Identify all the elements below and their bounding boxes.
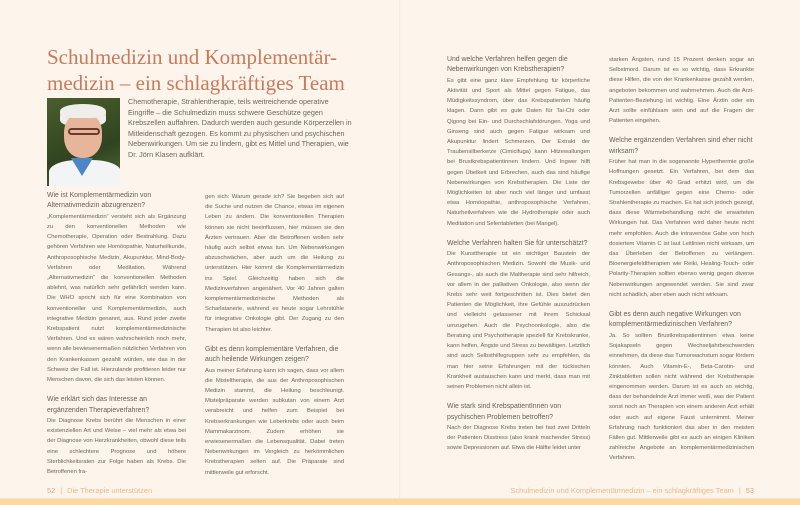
article-title: Schulmedizin und Komplementär-medizin – ein schlagkräftiges Team (47, 45, 345, 95)
answer-paragraph: Die Kunsttherapie ist ein wichtiger Baustein der Anthroposophischen Medizin. Sowohl die Musik- und Gesangs-, als auch die Maltherapie sind sehr hilfreich, vor allem in der palliativen Onkologie, also wenn der Krebs sehr weit fortgeschritten ist. Dies bietet den Patienten die Möglichkeit, ihre Gefühle auszudrücken und vielleicht gelassener mit ihrem Schicksal umzugehen. Auch die Psychoonkologie, also die Beratung und Psychotherapie speziell für Krebskranke, kann helfen, Ängste und Stress zu bewältigen. Letztlich sind auch Selbsthilfegruppen sehr zu empfehlen, da man hier seine Erfahrungen mit der tückischen Krankheit austauschen kann und merkt, dass man mit seinen Problemen nicht allein ist. (447, 251, 590, 390)
answer-paragraph: starken Ängsten, rund 15 Prozent denken sogar an Selbstmord. Darum ist es so wichtig, dass Erkrankte diese Hilfen, die von der Krankenkasse gezahlt werden, angeboten bekommen und wahrnehmen. Auch die Arzt-Patienten-Beziehung ist wichtig. Eine Ärztin oder ein Arzt sollte einfühlsam sein und auf die Fragen der Patienten eingehen. (609, 57, 754, 125)
footer-separator: | (60, 486, 63, 495)
question-heading: Welche ergänzenden Verfahren sind eher nicht wirksam? (609, 137, 753, 155)
question-heading: Welche Verfahren halten Sie für unterschätzt? (447, 239, 588, 247)
question-heading: Gibt es denn komplementäre Verfahren, die auch heilende Wirkungen zeigen? (205, 345, 339, 364)
answer-paragraph: Es gibt eine ganz klare Empfehlung für körperliche Aktivität und Sport als Mittel gegen Fatigue, das Müdigkeitssyndrom, über das Krebspatienten häufig klagen. Dann gibt es gute Daten für Tai-Chi oder Qigong bei Ein- und Durchschlafstörungen. Yoga und Ginseng sind auch gegen Fatigue wirksam und Akupunktur lindert Schmerzen. Der Extrakt der Traubensilberkerze (Cimicifuga) kann Hitzewallungen bei Brustkrebspatientinnen lindern. Und Ingwer hilft gegen Übelkeit und Erbrechen, auch das sind häufige Nebenwirkungen von Krebstherapien. Die Liste der Möglichkeiten ist aber noch viel länger und umfasst etwa Homöopathie, anthroposophische Verfahren, Naturheilverfahren wie die Hydrotherapie oder auch Meditation und Selentabletten (bei Mangel). (447, 77, 590, 227)
article-intro: Chemotherapie, Strahlentherapie, teils weitreichende operative Eingriffe – die Schulmedizin muss schwere Geschütze gegen Krebszellen auffahren. Dadurch werden auch gesunde Körperzellen in Mitleidenschaft gezogen. Es kommt zu physischen und psychischen Nebenwirkungen. Um sie zu lindern, gibt es Mittel und Therapien, wie Dr. Jörn Klasen aufklärt. (128, 97, 352, 159)
photo-face (64, 112, 102, 158)
question-heading: Wie stark sind KrebspatientInnen von psychischen Problemen betroffen? (447, 403, 562, 421)
page-number-right: 53 (745, 486, 754, 495)
footer-left (47, 486, 152, 495)
question-heading: Gibt es denn auch negative Wirkungen von komplementärmedizinischen Verfahren? (609, 311, 741, 329)
answer-paragraph: gen sich: Warum gerade ich? Sie begeben sich auf die Suche und nutzen die Chance, etwas im eigenen Leben zu ändern. Die konventionellen Therapien können sie nicht beeinflussen, hier müssen sie den Ärzten vertrauen. Aber die Betroffenen wollen sehr häufig auch selbst etwas tun. Um Nebenwirkungen abzuschwächen, aber auch um die Heilung zu unterstützen. Hier kommt die Komplementärmedizin ins Spiel. Gleichzeitig haben sich die Medizinverfahren angenähert. Vor 40 Jahren galten komplementärmedizinische Methoden als Scharlatanerie, während es heute sogar Lehrstühle für integrative Onkologie gibt. Der Zugang zu den Therapien ist also leichter. (205, 194, 344, 333)
page-number-left: 52 (47, 486, 56, 495)
photo-glasses (68, 128, 100, 135)
column-3 (447, 55, 590, 464)
column-1 (47, 191, 186, 487)
page-gutter (399, 0, 401, 505)
answer-paragraph: Aus meiner Erfahrung kann ich sagen, dass vor allem die Misteltherapie, die aus der Anthroposophischen Medizin stammt, die Heilung beschleunigt. Mistelpräparate werden subkutan von einem Arzt verabreicht und helfen zum Beispiel bei Krebserkrankungen wie Leberkrebs oder auch beim Mammakarzinom. Zudem erhöhen sie erwiesenermaßen die Lebensqualität. Dabei treten Nebenwirkungen im Vergleich zu herkömmlichen Krebstherapien selten auf. Die Präparate sind mittlerweile gut erforscht. (205, 367, 344, 476)
photo-hair-top (60, 104, 106, 118)
footer-section-left: Die Therapie unterstützen (67, 486, 153, 495)
answer-paragraph: Die Diagnose Krebs berührt die Menschen in einer existenziellen Art und Weise – viel mehr als etwa bei der Diagnose von Herzkrankheiten, obwohl diese teils eine schlechtere Prognose und höhere Sterblichkeitsraten zur Folge haben als Krebs. Die Betroffenen fra- (47, 418, 186, 476)
column-4 (609, 55, 754, 474)
column-2 (205, 192, 344, 488)
question-heading: Wie ist Komplementärmedizin von Alternativmedizin abzugrenzen? (47, 192, 152, 210)
footer-right (511, 486, 755, 495)
answer-paragraph: Nach der Diagnose Krebs treten bei fast zwei Dritteln der Patienten Disstress (also krank machender Stress) sowie Depressionen auf. Etwa die Hälfte leidet unter (447, 424, 590, 452)
answer-paragraph: „Komplementärmedizin“ versteht sich als Ergänzung zu den konventionellen Methoden wie Chemotherapie, Operation oder Bestrahlung. Dazu gehören Verfahren wie Homöopathie, Naturheilkunde, Anthroposophische Medizin, Akupunktur, Mind-Body-Verfahren oder Meditation. Während „Alternativmedizin“ die konventionellen Methoden ablehnt, was natürlich sehr gefährlich werden kann. Die WHO spricht sich für eine Kombination von konventioneller und Komplementärmedizin, auch integrative Medizin genannt, aus. Rund jeder zweite Krebspatient nutzt komplementärmedizinische Verfahren. Und es wären wahrscheinlich noch mehr, wenn alle bewiesenermaßen nützlichen Verfahren von den Krankenkassen gezahlt würden, wie das in der Schweiz der Fall ist. Hierzulande profitieren leider nur Menschen davon, die sich das leisten können. (47, 213, 186, 384)
answer-paragraph: Ja. So sollten Brustkrebspatientinnen etwa keine Sojakapseln gegen Wechseljahrbeschwerden einnehmen, da diese das Tumorwachstum sogar fördern könnten. Auch Vitamin-E-, Beta-Carotin- und Zinktabletten sollen nicht während der Krebstherapie eingenommen werden. Darum ist es auch so wichtig, dass der behandelnde Arzt immer weiß, was der Patient sonst noch an Therapien von einem anderen Arzt erhält oder auch auf eigene Faust unternimmt. Meiner Erfahrung nach funktioniert das aber in den meisten Fällen gut. Mittlerweile gibt es auch an einigen Kliniken zahlreiche Angebote an komplementärmedizinischen Verfahren. (609, 332, 754, 462)
bottom-color-strip (0, 498, 800, 505)
footer-section-right: Schulmedizin und Komplementärmedizin – ein schlagkräftiges Team (510, 486, 734, 495)
footer-separator: | (738, 486, 741, 495)
question-heading: Wie erklärt sich das Interesse an ergänzenden Therapieverfahren? (47, 396, 150, 414)
question-heading: Und welche Verfahren helfen gegen die Nebenwirkungen von Krebstherapien? (447, 56, 568, 74)
author-photo (47, 98, 120, 186)
answer-paragraph: Früher hat man in die sogenannte Hyperthermie große Hoffnungen gesetzt. Ein Verfahren, bei dem das Krebsgewebe über 40 Grad erhitzt wird, um die Tumorzellen anfälliger gegen eine Chemo- oder Strahlentherapie zu machen. Es hat sich jedoch gezeigt, dass diese Wärmebehandlung nicht die erwarteten Wirkungen hat. Das Verfahren wird daher heute nicht mehr empfohlen. Auch die intravenöse Gabe von hoch dosiertem Vitamin C ist laut Leitlinien nicht wirksam, um das Überleben der Betroffenen zu verlängern. Bioenergiefeldtherapien wie Reiki, Healing-Touch- oder Polarity-Therapien sollten ebenso wenig gegen diverse Nebenwirkungen angewendet werden. Sie sind zwar nicht schädlich, aber eben auch nicht wirksam. (609, 159, 754, 298)
